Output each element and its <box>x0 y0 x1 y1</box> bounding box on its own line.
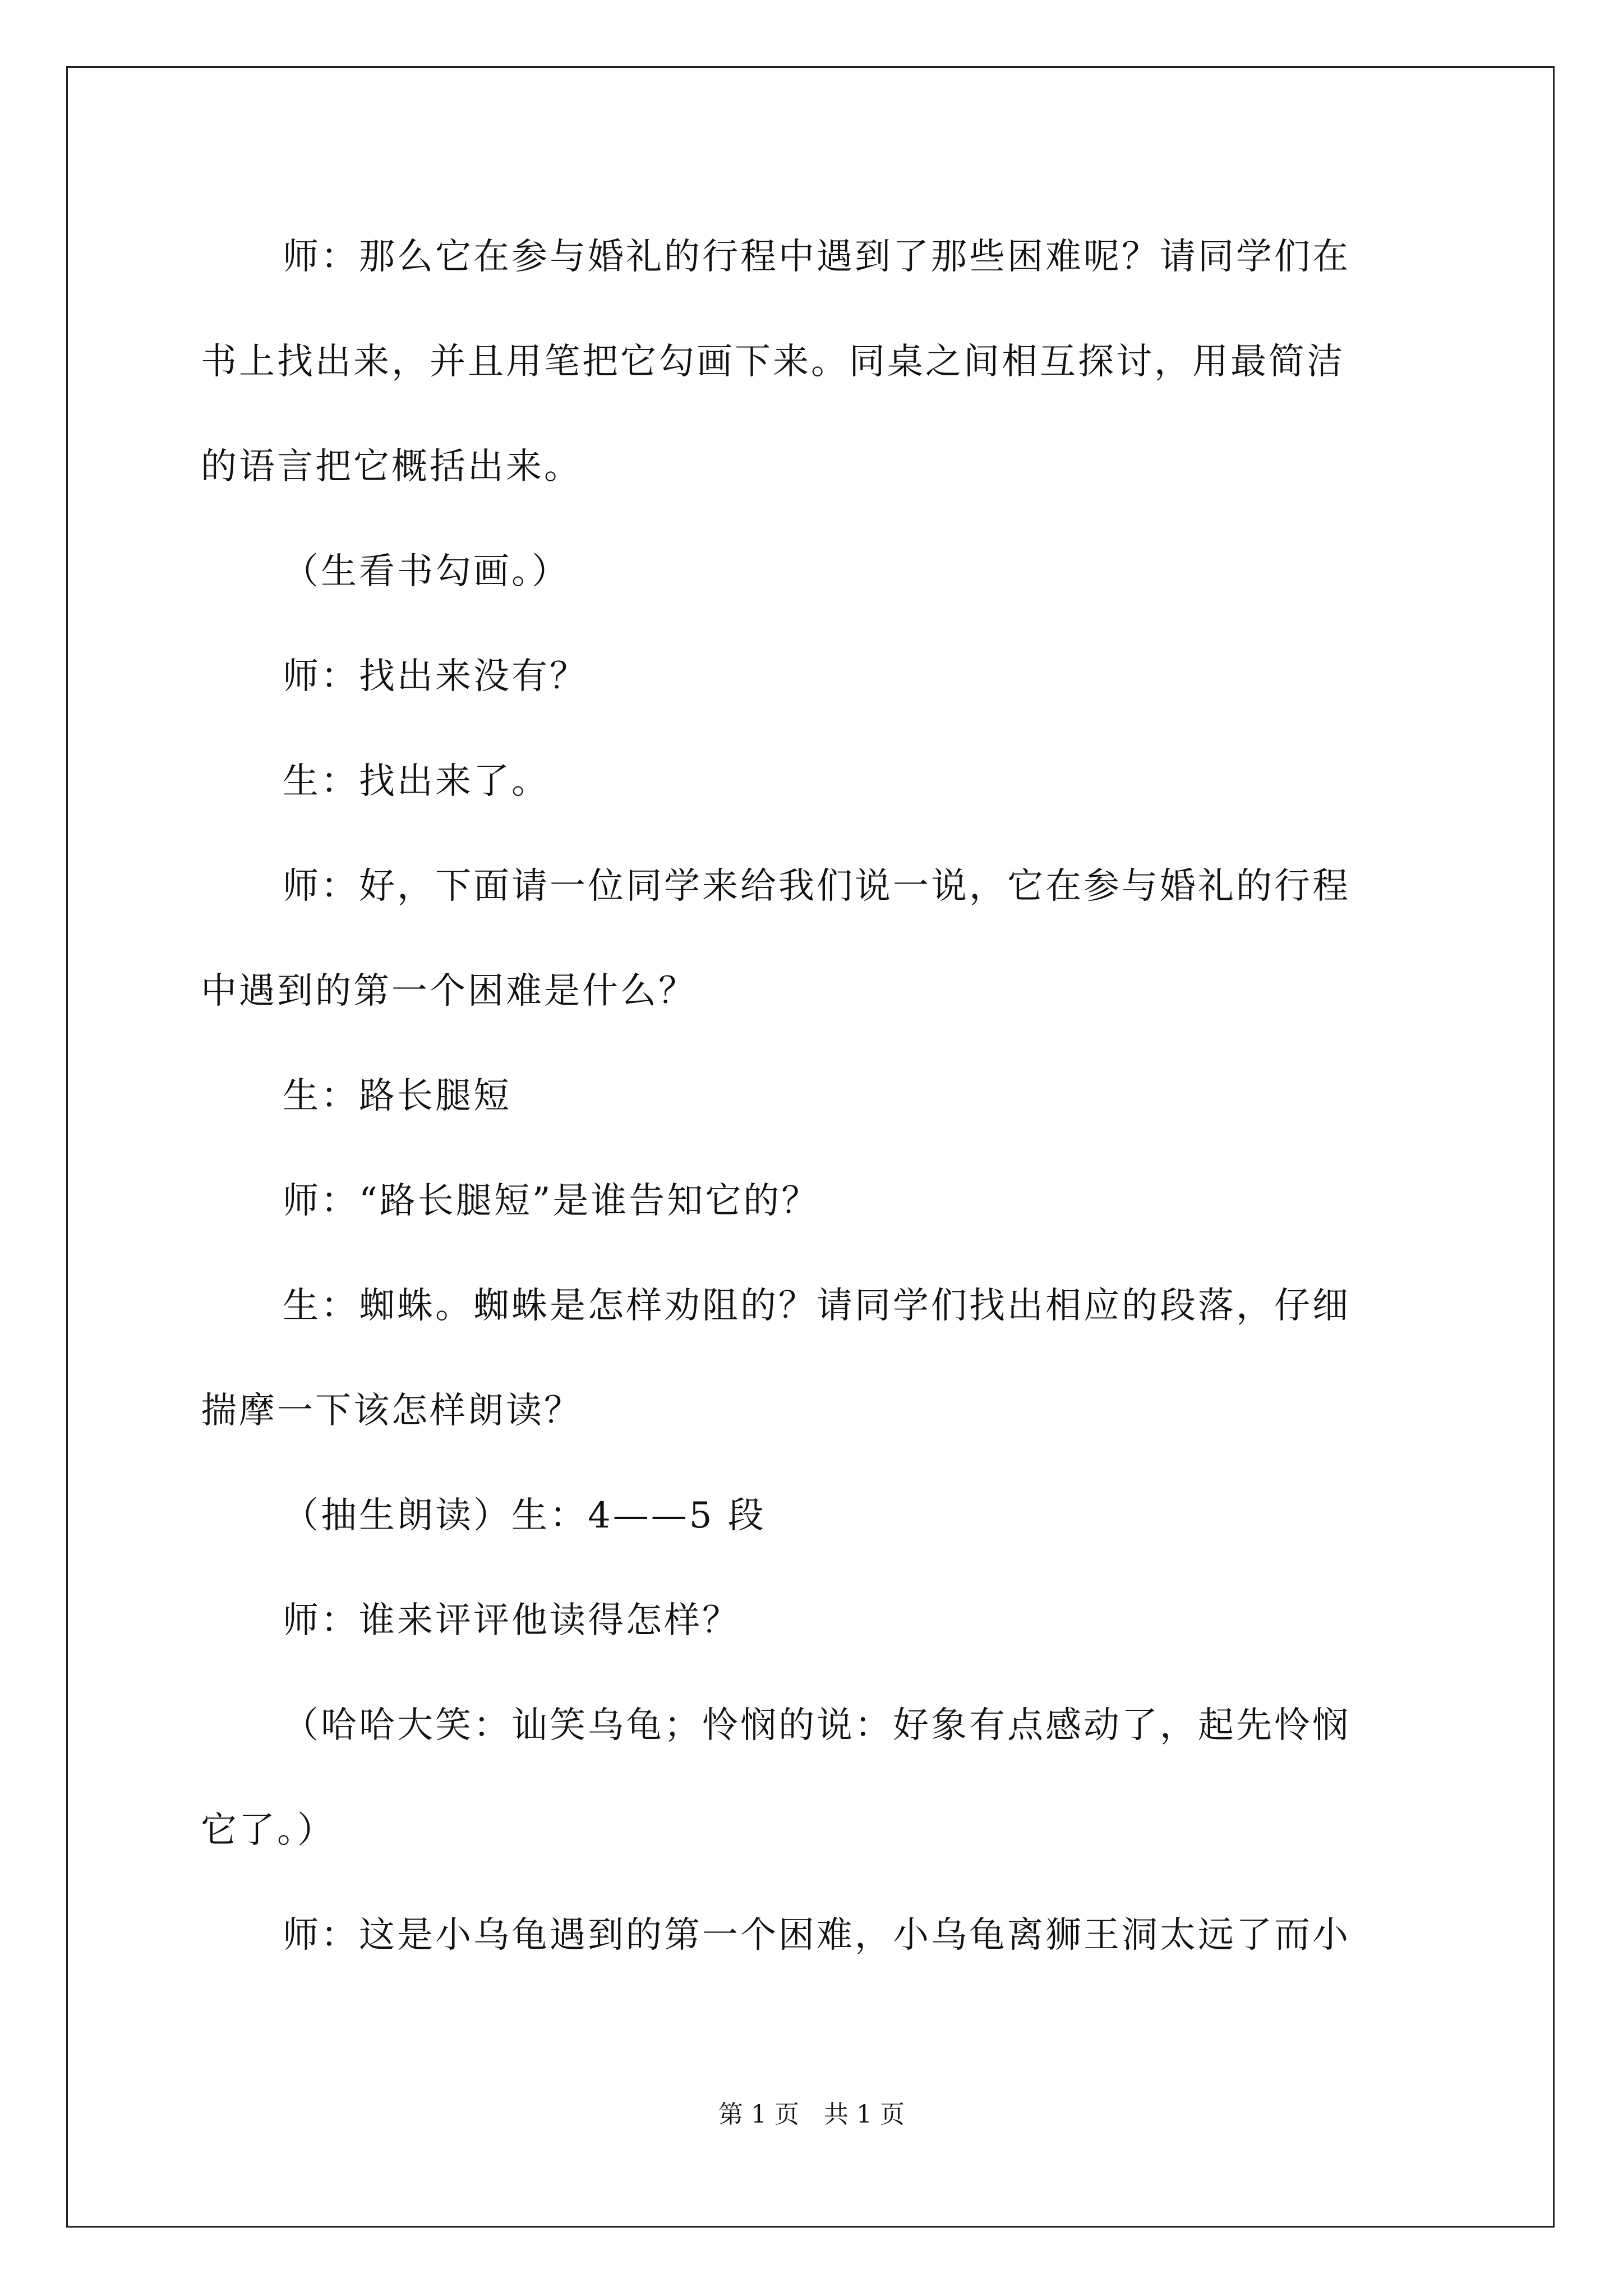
page-number-total: 共 1 页 <box>824 2100 905 2129</box>
paragraph-line: 师：“路长腿短”是谁告知它的？ <box>283 1180 820 1222</box>
paragraph-line: 师：那么它在参与婚礼的行程中遇到了那些困难呢？请同学们在 <box>283 236 1350 278</box>
paragraph-line: 揣摩一下该怎样朗读？ <box>201 1390 582 1432</box>
paragraph-line: 师：这是小乌龟遇到的第一个困难，小乌龟离狮王洞太远了而小 <box>283 1915 1350 1956</box>
paragraph-line: 生：蜘蛛。蜘蛛是怎样劝阻的？请同学们找出相应的段落，仔细 <box>283 1285 1350 1327</box>
paragraph-line: 中遇到的第一个困难是什么？ <box>201 970 697 1012</box>
page-footer <box>0 2098 1623 2132</box>
paragraph-line: 它了。） <box>201 1810 335 1851</box>
paragraph-line: （生看书勾画。） <box>283 551 570 592</box>
paragraph-line: 师：谁来评评他读得怎样？ <box>283 1600 740 1641</box>
paragraph-line: （哈哈大笑：讪笑乌龟；怜悯的说：好象有点感动了，起先怜悯 <box>283 1705 1350 1746</box>
paragraph-line: 的语言把它概括出来。 <box>201 446 582 487</box>
paragraph-line: 生：找出来了。 <box>283 761 550 802</box>
paragraph-line: （抽生朗读）生：4——5 段 <box>283 1495 766 1536</box>
page-number-current: 第 1 页 <box>718 2100 799 2129</box>
document-body <box>201 205 1427 1988</box>
paragraph-line: 书上找出来，并且用笔把它勾画下来。同桌之间相互探讨，用最简洁 <box>201 341 1345 383</box>
paragraph-line: 师：找出来没有？ <box>283 656 588 697</box>
paragraph-line: 师：好，下面请一位同学来给我们说一说，它在参与婚礼的行程 <box>283 866 1350 907</box>
paragraph-line: 生：路长腿短 <box>283 1075 511 1117</box>
